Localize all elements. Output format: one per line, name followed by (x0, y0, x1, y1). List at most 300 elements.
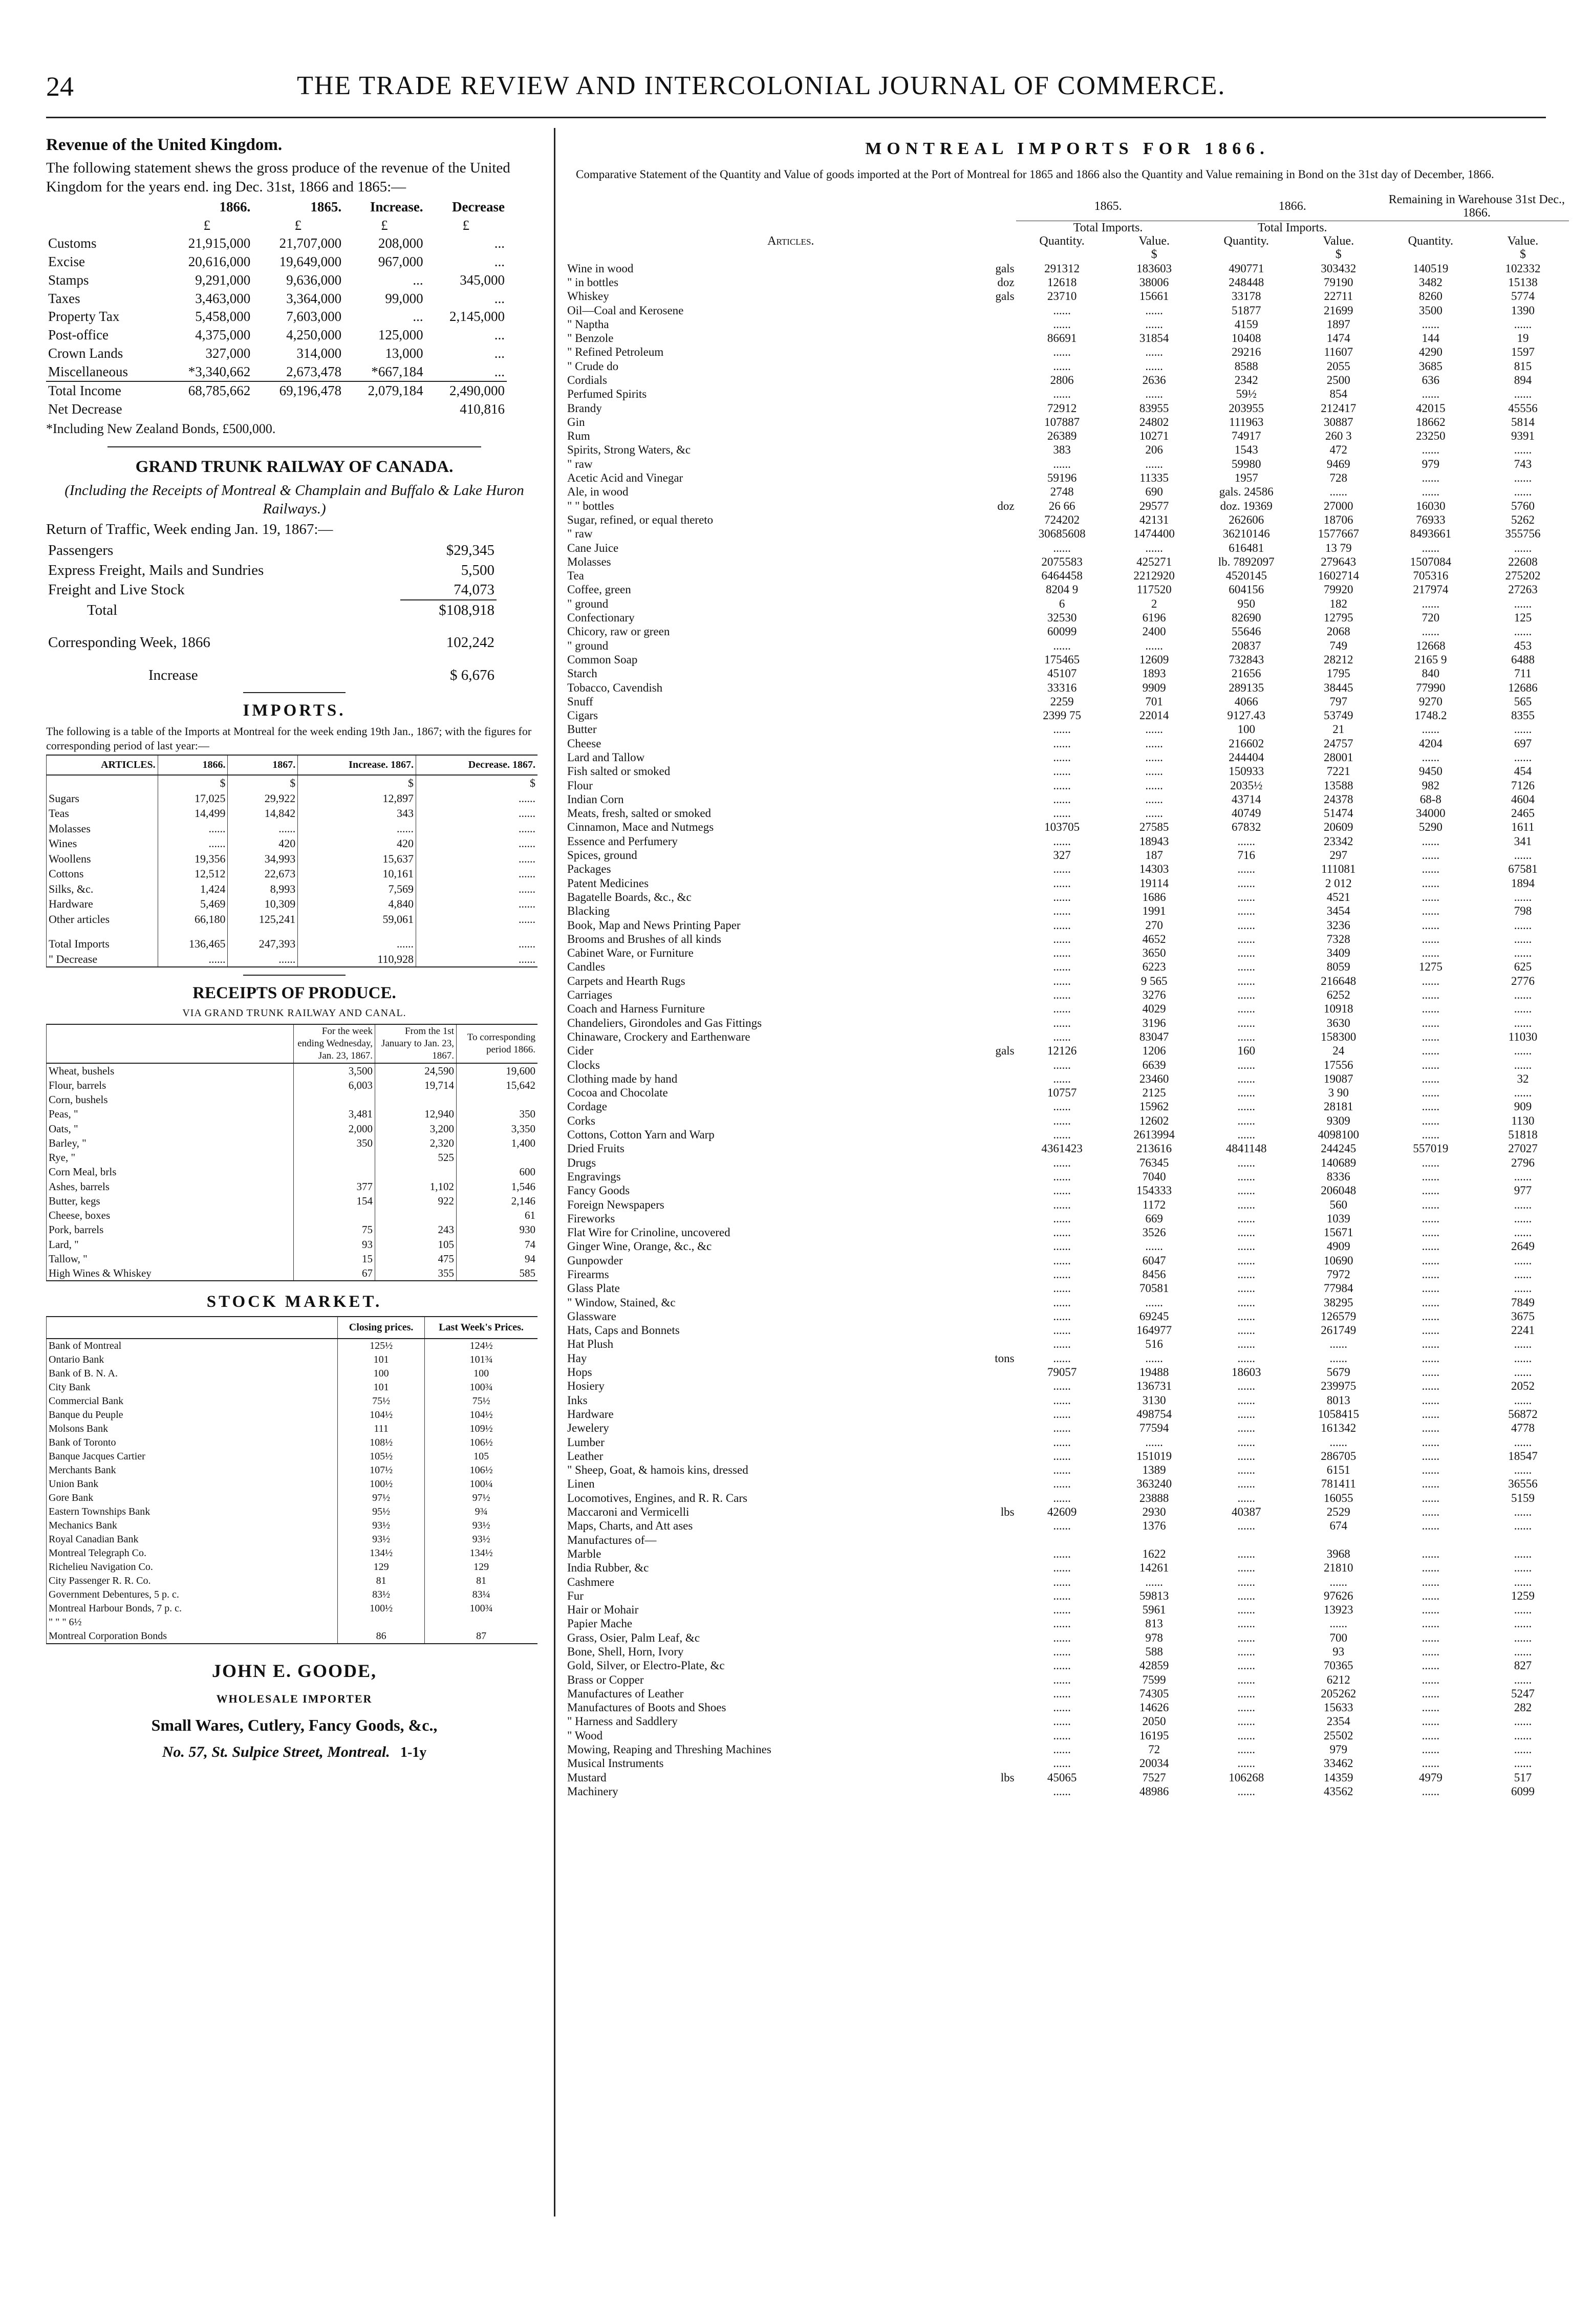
montreal-value: ...... (1422, 1198, 1440, 1211)
montreal-value: 297 (1329, 849, 1348, 862)
stock-row-cell: 75½ (425, 1394, 537, 1408)
article-name: India Rubber, &c (567, 1561, 649, 1575)
article-name: Brass or Copper (567, 1673, 644, 1686)
article-unit: lbs (1000, 1771, 1015, 1784)
montreal-value: 15138 (1508, 275, 1538, 289)
imports-row-cell: Teas (47, 806, 158, 821)
montreal-value: 7221 (1326, 765, 1350, 778)
article-name: Hat Plush (567, 1338, 614, 1351)
montreal-value: ...... (1422, 1058, 1440, 1071)
montreal-value: 83047 (1139, 1030, 1169, 1043)
montreal-value: ...... (1422, 974, 1440, 987)
imports-header-cell: ARTICLES. (47, 755, 158, 775)
article-unit (983, 1058, 1016, 1071)
imports-units-cell: $ (158, 775, 228, 791)
imports-row-cell: 59,061 (298, 912, 416, 927)
montreal-value: 1748.2 (1414, 709, 1447, 722)
imports-row-cell: 8,993 (228, 881, 298, 897)
article-name: Chicory, raw or green (567, 625, 670, 638)
montreal-value: ...... (1422, 1519, 1440, 1533)
montreal-value: ...... (1422, 723, 1440, 736)
article-unit (983, 1714, 1016, 1728)
montreal-row (566, 1044, 1569, 1058)
revenue-footnote: *Including New Zealand Bonds, £500,000. (46, 421, 276, 436)
article-name: Cordials (567, 373, 607, 386)
montreal-value: 5679 (1326, 1366, 1350, 1379)
montreal-value: 749 (1329, 639, 1348, 652)
montreal-value: 8260 (1418, 290, 1443, 303)
stock-row-cell: 134½ (338, 1546, 425, 1560)
montreal-value: 6 (1059, 597, 1065, 610)
montreal-value: 490771 (1229, 262, 1264, 275)
montreal-value: 42131 (1139, 513, 1169, 526)
article-name: Maccaroni and Vermicelli (567, 1505, 690, 1519)
revenue-row-cell: 2,145,000 (449, 309, 505, 325)
montreal-value: 164977 (1136, 1324, 1172, 1337)
imports-units-cell: $ (228, 775, 298, 791)
produce-row (47, 1194, 538, 1208)
imports-row-cell: ...... (158, 836, 228, 851)
article-name: Drugs (567, 1156, 596, 1169)
imports-row (47, 866, 538, 881)
produce-row (47, 1107, 538, 1121)
stock-row (47, 1560, 538, 1574)
montreal-row (566, 1463, 1569, 1477)
montreal-value: 2930 (1142, 1505, 1166, 1519)
article-name: Hops (567, 1366, 592, 1379)
montreal-row (566, 1142, 1569, 1155)
article-unit (983, 1784, 1016, 1798)
traffic-row (46, 541, 497, 560)
article-unit: tons (995, 1351, 1015, 1365)
imports-row-cell: ...... (416, 881, 537, 897)
stock-row-cell: 83¼ (425, 1588, 537, 1602)
montreal-value: 275202 (1505, 569, 1541, 583)
stock-row-cell: Molsons Bank (47, 1422, 338, 1436)
montreal-value: 4979 (1418, 1771, 1443, 1784)
montreal-value: doz. 19369 (1220, 499, 1273, 512)
imports-total-row-cell: 136,465 (158, 927, 228, 952)
montreal-value: 72 (1148, 1743, 1160, 1756)
stock-row-cell: 105½ (338, 1450, 425, 1464)
montreal-value: 383 (1053, 443, 1071, 457)
traffic-corresponding-row-cell: Corresponding Week, 1866 (48, 634, 210, 651)
montreal-value: ...... (1422, 849, 1440, 862)
montreal-value: 260 3 (1325, 429, 1352, 443)
montreal-value: 454 (1514, 765, 1532, 778)
montreal-value: ...... (1237, 1575, 1255, 1588)
montreal-value: ...... (1237, 1464, 1255, 1477)
montreal-value (1293, 1533, 1385, 1546)
article-name: Manufactures of Boots and Shoes (567, 1701, 726, 1714)
montreal-value: ...... (1053, 863, 1071, 876)
montreal-value: 674 (1329, 1519, 1348, 1533)
article-name: Coffee, green (567, 583, 631, 596)
montreal-value: ...... (1329, 1351, 1348, 1365)
montreal-value: 8336 (1326, 1170, 1350, 1183)
montreal-unit: $ (1335, 248, 1342, 262)
traffic-row-cell: $29,345 (446, 542, 494, 559)
montreal-row (566, 653, 1569, 666)
produce-row (47, 1208, 538, 1222)
montreal-value: ...... (1053, 1100, 1071, 1113)
montreal-value: ...... (1514, 890, 1532, 903)
imports-row-cell: 14,499 (158, 806, 228, 821)
stock-row (47, 1546, 538, 1560)
imports-row-cell: Hardware (47, 896, 158, 912)
revenue-row-cell: 99,000 (385, 290, 423, 306)
montreal-value: ...... (1514, 1282, 1532, 1295)
montreal-value: 9469 (1326, 457, 1350, 470)
montreal-value: 840 (1422, 667, 1440, 680)
montreal-value: ...... (1422, 1254, 1440, 1267)
stock-row-cell: 97½ (425, 1491, 537, 1505)
stock-row-cell: 100¼ (425, 1477, 537, 1491)
montreal-row (566, 345, 1569, 359)
article-unit: gals (995, 290, 1015, 303)
montreal-value: ...... (1237, 1128, 1255, 1142)
montreal-value: 34000 (1416, 807, 1446, 820)
article-unit (983, 1631, 1016, 1645)
article-unit (983, 625, 1016, 638)
montreal-value: ...... (1422, 1072, 1440, 1085)
imports-decrease-row-cell: " Decrease (47, 952, 158, 967)
produce-row-cell: Tallow, " (47, 1252, 294, 1266)
imports-row (47, 896, 538, 912)
montreal-group-head: Remaining in Warehouse 31st Dec., 1866. (1385, 192, 1569, 221)
montreal-value: 9909 (1142, 681, 1166, 694)
montreal-row (566, 1295, 1569, 1309)
stock-row-cell: Banque Jacques Cartier (47, 1450, 338, 1464)
montreal-value: ...... (1237, 1058, 1255, 1071)
stock-header-cell: Last Week's Prices. (425, 1317, 537, 1339)
stock-row-cell: 105 (425, 1450, 537, 1464)
montreal-value: 32530 (1047, 611, 1077, 625)
produce-row (47, 1092, 538, 1107)
montreal-value: ...... (1053, 960, 1071, 974)
produce-row-cell: Oats, " (47, 1122, 294, 1136)
montreal-value: ...... (1329, 1617, 1348, 1630)
montreal-value: ...... (1237, 876, 1255, 890)
montreal-value: 3685 (1418, 359, 1443, 373)
montreal-value: 355756 (1505, 527, 1541, 541)
produce-row-cell: 3,481 (294, 1107, 375, 1121)
article-name: Sugar, refined, or equal thereto (567, 513, 714, 526)
montreal-value: ...... (1422, 388, 1440, 401)
produce-row-cell (294, 1150, 375, 1165)
revenue-net-row-cell: Net Decrease (48, 401, 122, 417)
montreal-row (566, 429, 1569, 443)
article-unit (983, 569, 1016, 583)
article-name: Cider (567, 1044, 594, 1058)
montreal-row (566, 611, 1569, 625)
imports-total-row-cell: 247,393 (228, 927, 298, 952)
montreal-value: ...... (1514, 471, 1532, 485)
produce-heading: RECEIPTS OF PRODUCE. (192, 984, 396, 1002)
montreal-value: ...... (1237, 1212, 1255, 1225)
montreal-unit (566, 248, 1016, 261)
stock-row-cell: 97½ (338, 1491, 425, 1505)
montreal-value: 363240 (1136, 1477, 1172, 1491)
montreal-value: 23710 (1047, 290, 1077, 303)
imports-row (47, 912, 538, 927)
montreal-value: ...... (1514, 388, 1532, 401)
montreal-value: 732843 (1229, 653, 1264, 666)
montreal-value: ...... (1422, 1617, 1440, 1630)
montreal-value: 6464458 (1041, 569, 1083, 583)
montreal-value: 12609 (1139, 653, 1169, 666)
montreal-row (566, 1449, 1569, 1463)
montreal-value: 20837 (1231, 639, 1261, 652)
imports-row-cell: ...... (416, 791, 537, 806)
montreal-value: ...... (1053, 1659, 1071, 1672)
montreal-value: ...... (1145, 807, 1163, 820)
revenue-header (46, 198, 507, 217)
montreal-value: ...... (1422, 905, 1440, 918)
montreal-value: 27263 (1508, 583, 1538, 596)
revenue-row-cell: ... (494, 327, 505, 342)
montreal-value: 1543 (1234, 443, 1258, 457)
produce-row-cell: Barley, " (47, 1136, 294, 1150)
article-unit (983, 1701, 1016, 1714)
article-name: Cottons, Cotton Yarn and Warp (567, 1128, 715, 1142)
montreal-value: 4604 (1511, 792, 1535, 806)
advertiser-line: Small Wares, Cutlery, Fancy Goods, &c., (151, 1716, 438, 1734)
produce-row-cell: Pork, barrels (47, 1222, 294, 1237)
article-name: Marble (567, 1547, 601, 1560)
revenue-row-cell: 4,375,000 (195, 327, 251, 342)
revenue-row-cell: 3,463,000 (195, 290, 251, 306)
article-unit (983, 611, 1016, 625)
montreal-value: ...... (1053, 388, 1071, 401)
article-name: " Window, Stained, &c (567, 1296, 676, 1309)
revenue-row-cell: ... (494, 290, 505, 306)
article-name: Hair or Mohair (567, 1603, 639, 1617)
stock-row-cell: Union Bank (47, 1477, 338, 1491)
stock-row-cell: Merchants Bank (47, 1464, 338, 1477)
article-unit (983, 1295, 1016, 1309)
article-unit (983, 834, 1016, 848)
stock-row-cell: 129 (338, 1560, 425, 1574)
article-name: Flat Wire for Crinoline, uncovered (567, 1226, 730, 1239)
article-name: Carpets and Hearth Rugs (567, 974, 685, 987)
montreal-value: 557019 (1413, 1142, 1449, 1155)
montreal-value: 2055 (1326, 359, 1350, 373)
montreal-value: 26 66 (1048, 499, 1075, 512)
montreal-row (566, 289, 1569, 303)
montreal-sub-head: Total Imports. (1073, 221, 1143, 235)
montreal-value: ...... (1422, 1743, 1440, 1756)
grand-trunk-table (46, 541, 497, 685)
montreal-value: 76933 (1416, 513, 1446, 526)
montreal-row (566, 1016, 1569, 1030)
montreal-value: 9127.43 (1227, 709, 1266, 722)
montreal-value: ...... (1053, 1729, 1071, 1742)
montreal-value: ...... (1237, 1603, 1255, 1617)
montreal-value: ...... (1422, 1184, 1440, 1197)
montreal-value: 33316 (1047, 681, 1077, 694)
imports-row-cell: ...... (416, 851, 537, 867)
imports-decrease-row (47, 952, 538, 967)
montreal-value: ...... (1237, 1701, 1255, 1714)
montreal-value: ...... (1053, 1575, 1071, 1588)
article-unit (983, 1617, 1016, 1630)
montreal-value: 6047 (1142, 1254, 1166, 1267)
article-name: Starch (567, 667, 597, 680)
montreal-value: ...... (1053, 1212, 1071, 1225)
stock-row-cell: 93½ (338, 1519, 425, 1533)
produce-row-cell: 3,350 (457, 1122, 538, 1136)
montreal-value: ...... (1053, 974, 1071, 987)
article-name: Confectionary (567, 611, 635, 625)
montreal-value: 950 (1237, 597, 1255, 610)
traffic-row-cell: Passengers (48, 542, 114, 559)
revenue-row-cell: 19,649,000 (279, 254, 342, 269)
montreal-value: ...... (1514, 597, 1532, 610)
imports-row (47, 806, 538, 821)
produce-header-cell: For the week ending Wednesday, Jan. 23, 1867. (294, 1024, 375, 1063)
revenue-total-row-cell: Total Income (46, 381, 161, 400)
article-unit (983, 1267, 1016, 1281)
montreal-value: 51474 (1324, 807, 1353, 820)
montreal-value: 212417 (1321, 401, 1357, 415)
montreal-value: 19488 (1139, 1366, 1169, 1379)
montreal-value: 261749 (1321, 1324, 1357, 1337)
stock-row (47, 1616, 538, 1629)
montreal-value: 13923 (1324, 1603, 1353, 1617)
revenue-row-cell: 4,250,000 (286, 327, 342, 342)
journal-title: THE TRADE REVIEW AND INTERCOLONIAL JOURNAL OF COMMERCE. (297, 71, 1226, 100)
montreal-value: ...... (1053, 1309, 1071, 1323)
article-name: Machinery (567, 1784, 618, 1798)
montreal-value: 711 (1514, 667, 1532, 680)
montreal-value: 74917 (1231, 429, 1261, 443)
traffic-row (46, 561, 497, 580)
imports-row-cell: ...... (416, 896, 537, 912)
montreal-group-header (566, 192, 1569, 221)
article-name: Cigars (567, 709, 598, 722)
article-unit (983, 960, 1016, 974)
article-name: Hats, Caps and Bonnets (567, 1324, 680, 1337)
article-name: Cheese (567, 737, 601, 750)
header-rule (46, 117, 1546, 118)
produce-row-cell: High Wines & Whiskey (47, 1266, 294, 1281)
montreal-value: ...... (1145, 751, 1163, 764)
montreal-value: 4521 (1326, 890, 1350, 903)
montreal-value: 17556 (1324, 1058, 1353, 1071)
montreal-value: 22711 (1324, 290, 1353, 303)
montreal-row (566, 625, 1569, 638)
montreal-value: ...... (1422, 1002, 1440, 1016)
revenue-row-cell: *3,340,662 (188, 363, 251, 379)
article-unit (983, 597, 1016, 611)
montreal-row (566, 1631, 1569, 1645)
stock-row-cell: Montreal Corporation Bonds (47, 1629, 338, 1644)
montreal-value: 4066 (1234, 695, 1258, 708)
montreal-value: ...... (1053, 737, 1071, 750)
produce-row-cell: 1,400 (457, 1136, 538, 1150)
article-name: Common Soap (567, 653, 638, 666)
montreal-column-head: Quantity. (1223, 234, 1269, 248)
imports-row-cell: ...... (416, 836, 537, 851)
montreal-value: 2125 (1142, 1086, 1166, 1100)
article-name: Grass, Osier, Palm Leaf, &c (567, 1631, 700, 1644)
montreal-value: 705316 (1413, 569, 1449, 583)
montreal-value: 3526 (1142, 1226, 1166, 1239)
montreal-value: 38295 (1324, 1296, 1353, 1309)
produce-row-cell (457, 1150, 538, 1165)
produce-row-cell: 377 (294, 1179, 375, 1194)
montreal-value: 25502 (1324, 1729, 1353, 1742)
revenue-row (46, 363, 507, 382)
montreal-value: 151019 (1136, 1449, 1172, 1462)
montreal-value: ...... (1329, 1338, 1348, 1351)
montreal-row (566, 737, 1569, 750)
montreal-value: 69245 (1139, 1309, 1169, 1323)
montreal-value: ...... (1053, 1435, 1071, 1449)
montreal-value: 720 (1422, 611, 1440, 625)
article-name: " Benzole (567, 332, 614, 345)
montreal-value: 4029 (1142, 1002, 1166, 1016)
montreal-value: 4204 (1418, 737, 1443, 750)
article-name: Bone, Shell, Horn, Ivory (567, 1645, 684, 1658)
article-name: Mowing, Reaping and Threshing Machines (567, 1743, 771, 1756)
montreal-value: ...... (1237, 1100, 1255, 1113)
montreal-value: 2748 (1050, 485, 1074, 499)
article-unit: lbs (1000, 1505, 1015, 1519)
montreal-value: 636 (1422, 373, 1440, 386)
imports-row-cell: ...... (416, 866, 537, 881)
montreal-value: ...... (1422, 1338, 1440, 1351)
article-name: Chandeliers, Girondoles and Gas Fittings (567, 1016, 762, 1029)
article-name: " Naptha (567, 317, 609, 331)
montreal-value: 728 (1329, 471, 1348, 485)
montreal-value: ...... (1053, 1701, 1071, 1714)
montreal-value: ...... (1237, 946, 1255, 960)
stock-row-cell: 101¾ (425, 1353, 537, 1367)
article-name: Leather (567, 1449, 604, 1462)
montreal-value: ...... (1422, 932, 1440, 945)
article-name: Tea (567, 569, 584, 583)
article-unit (983, 848, 1016, 862)
montreal-value: 5247 (1511, 1687, 1535, 1700)
montreal-value: 2212920 (1133, 569, 1175, 583)
montreal-value: 77990 (1416, 681, 1446, 694)
stock-row (47, 1422, 538, 1436)
montreal-value: ...... (1237, 1659, 1255, 1672)
montreal-value: 978 (1145, 1631, 1163, 1644)
stock-row-cell: City Passenger R. R. Co. (47, 1574, 338, 1588)
revenue-net-row-cell (161, 400, 252, 419)
montreal-row (566, 750, 1569, 764)
montreal-value: 498754 (1136, 1407, 1172, 1421)
montreal-value: 588 (1145, 1645, 1163, 1658)
article-unit (983, 778, 1016, 792)
montreal-value: 2075583 (1041, 555, 1083, 568)
montreal-value: 12602 (1139, 1114, 1169, 1127)
article-name: Snuff (567, 695, 593, 708)
article-name: Candles (567, 960, 606, 974)
montreal-value: 8204 9 (1045, 583, 1079, 596)
montreal-value: 3409 (1326, 946, 1350, 960)
montreal-value: 5814 (1511, 415, 1535, 428)
article-name: Linen (567, 1477, 595, 1491)
article-name: Coach and Harness Furniture (567, 1002, 705, 1016)
montreal-column-head: Quantity. (1408, 234, 1454, 248)
stock-row-cell: Gore Bank (47, 1491, 338, 1505)
produce-table (46, 1024, 537, 1281)
montreal-value: ...... (1422, 1547, 1440, 1560)
